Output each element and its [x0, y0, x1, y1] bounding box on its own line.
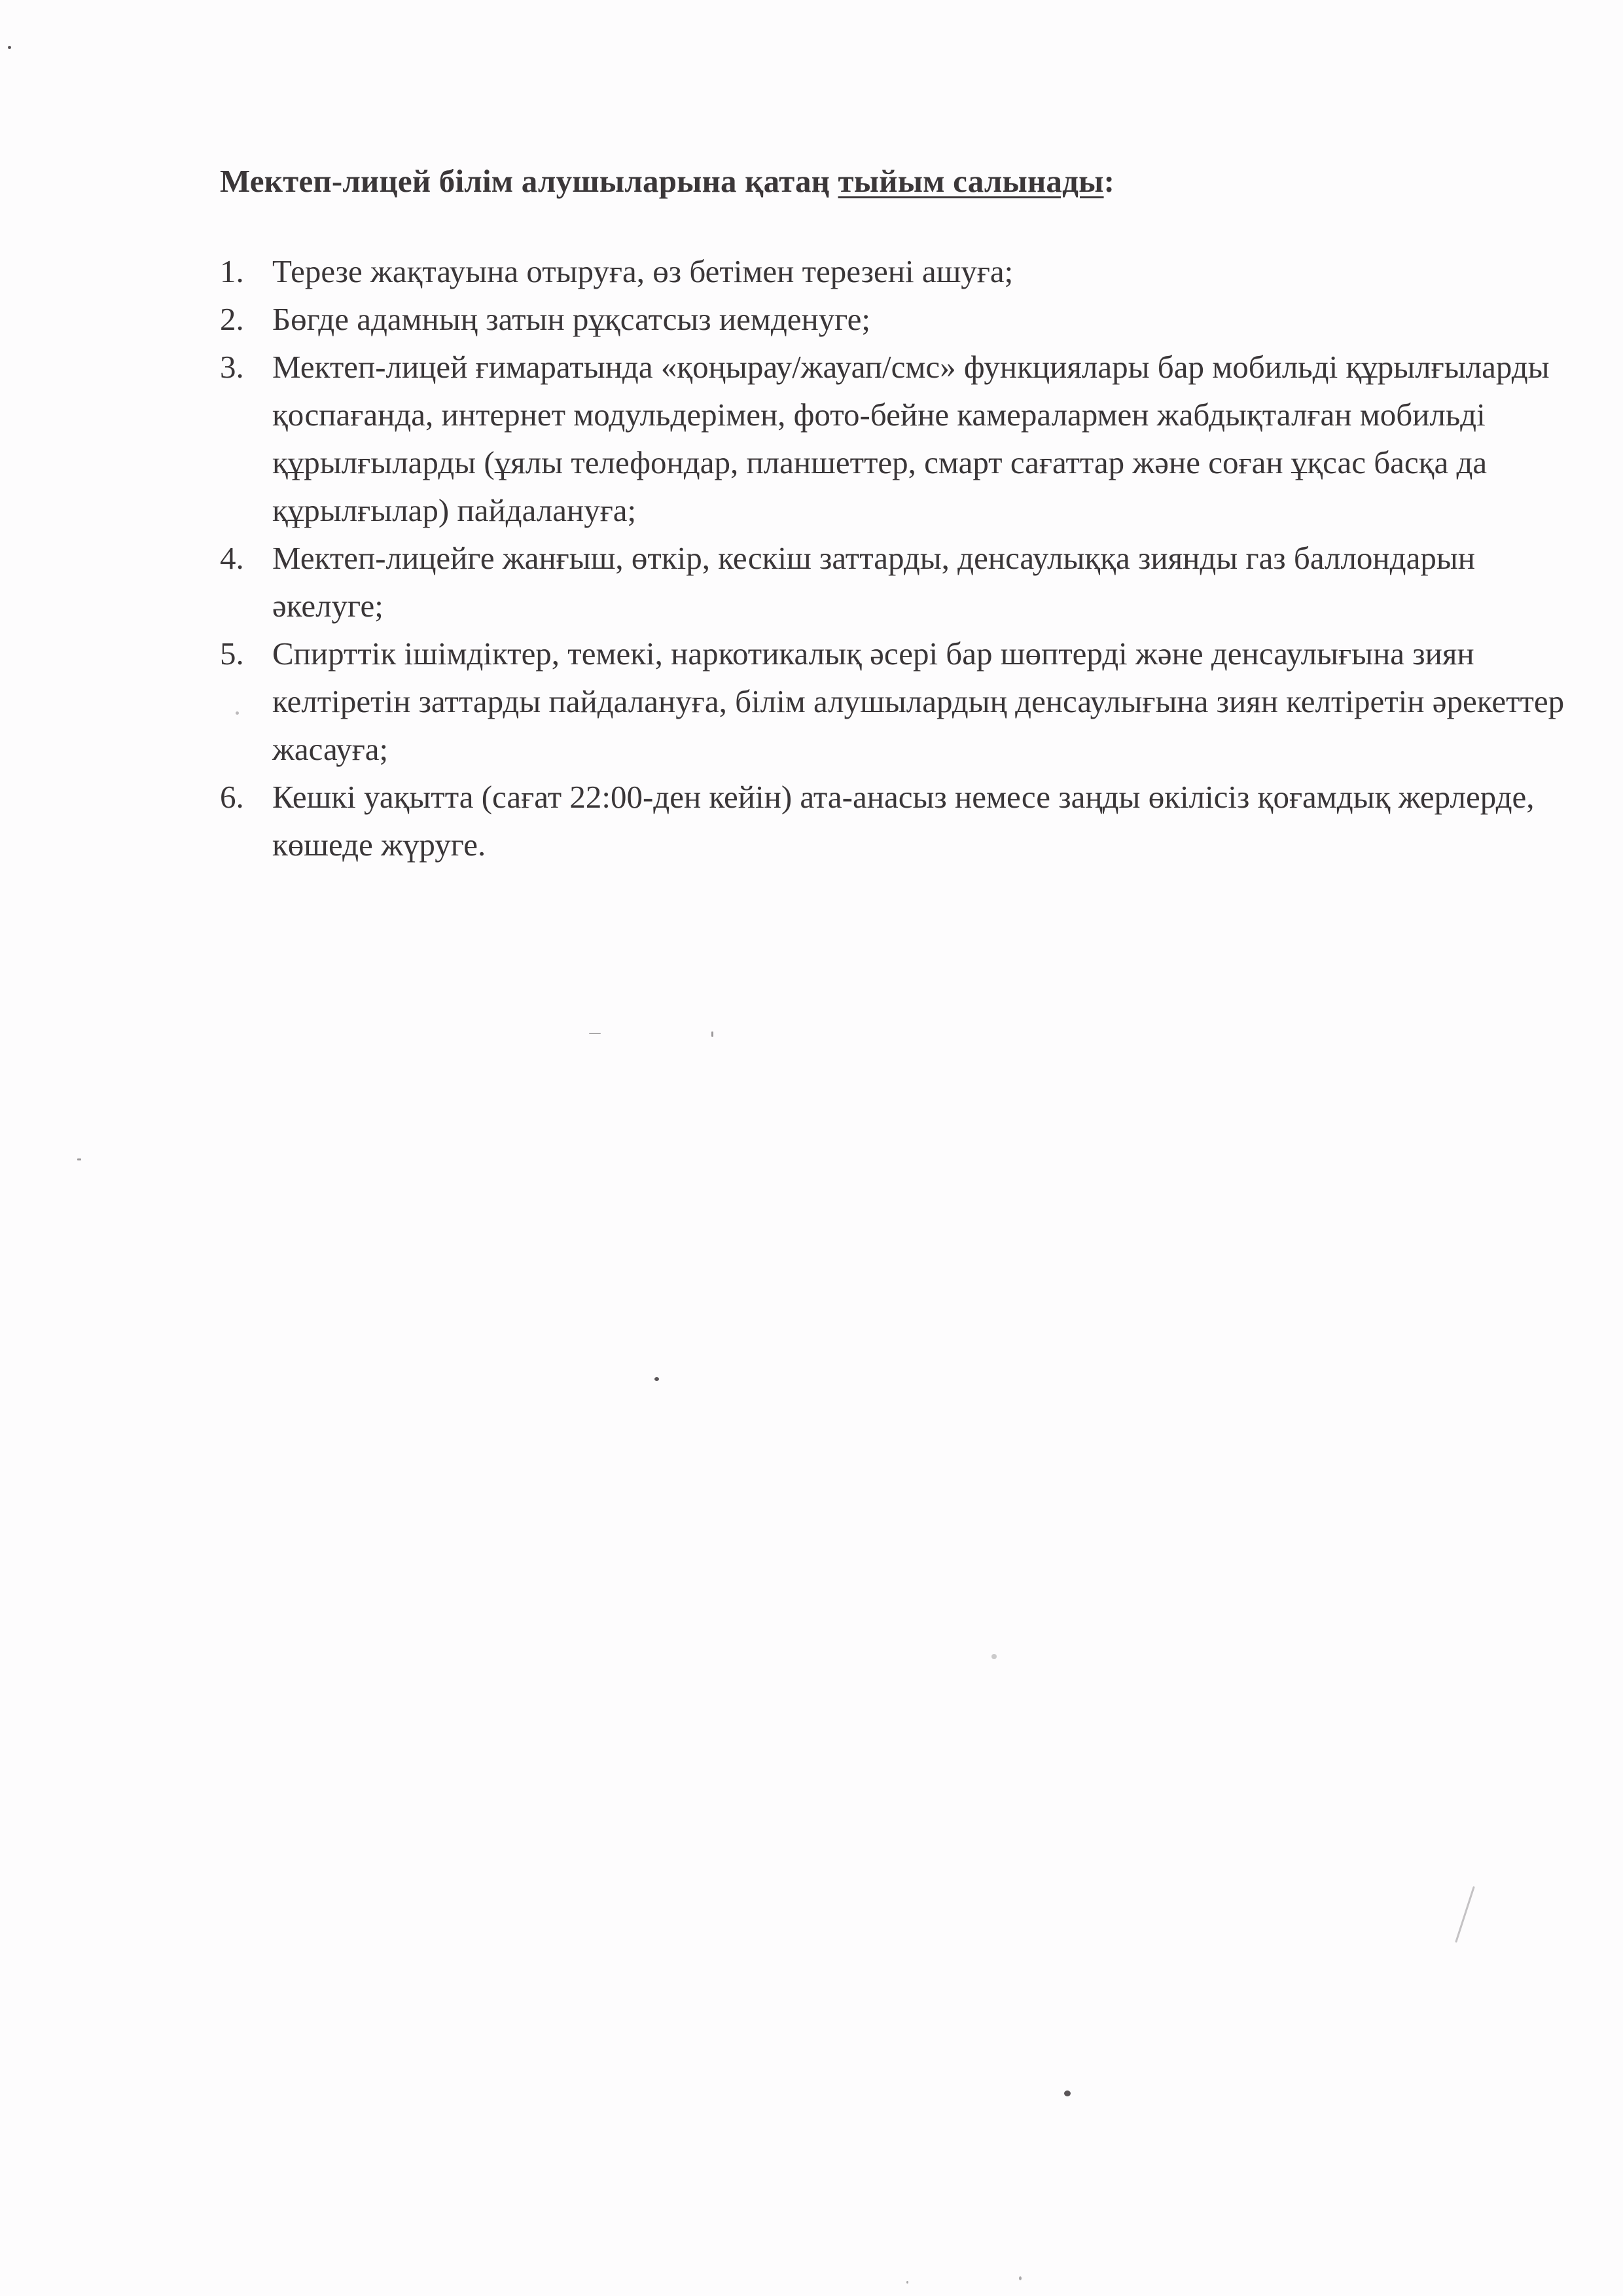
heading-colon: : — [1103, 163, 1115, 199]
rule-item — [220, 247, 1581, 295]
scan-speck — [77, 1158, 81, 1160]
rule-number: 4. — [220, 540, 244, 576]
rule-text: Мектеп-лицейге жанғыш, өткір, кескіш заттарды, денсаулыққа зиянды газ баллондарын әкелуге; — [272, 540, 1475, 624]
scan-speck — [1019, 2276, 1022, 2280]
document-heading — [220, 162, 1115, 200]
rule-number: 1. — [220, 253, 244, 289]
scan-speck — [236, 711, 239, 715]
scan-speck — [991, 1654, 997, 1659]
rule-text: Кешкі уақытта (сағат 22:00-ден кейін) ата-анасыз немесе заңды өкілісіз қоғамдық жерлерде, көшеде жүруге. — [272, 779, 1535, 863]
heading-underlined-text: тыйым салынады — [838, 163, 1104, 199]
rule-text: Бөгде адамның затын рұқсатсыз иемденуге; — [272, 301, 871, 337]
scan-speck — [654, 1377, 659, 1381]
heading-text: Мектеп-лицей білім алушыларына қатаң — [220, 163, 838, 199]
rule-number: 3. — [220, 349, 244, 385]
scan-speck — [1455, 1886, 1475, 1943]
scan-speck — [906, 2281, 908, 2284]
rules-list — [220, 247, 1581, 869]
scan-speck — [711, 1031, 713, 1037]
scan-speck — [589, 1033, 601, 1034]
scan-speck — [8, 46, 11, 49]
rule-item — [220, 343, 1581, 534]
rule-text: Терезе жақтауына отыруға, өз бетімен терезені ашуға; — [272, 253, 1014, 289]
rule-item — [220, 295, 1581, 343]
rule-item — [220, 630, 1581, 773]
rule-number: 6. — [220, 779, 244, 815]
rule-item — [220, 534, 1581, 630]
rule-number: 2. — [220, 301, 244, 337]
rule-number: 5. — [220, 636, 244, 672]
rule-text: Мектеп-лицей ғимаратында «қоңырау/жауап/смс» функциялары бар мобильді құрылғыларды қоспағанда, интернет модульдерімен, фото-бейне камералармен жабдықталған мобильді құрылғыларды (ұялы телефондар, планшеттер, смарт сағаттар және соған ұқсас басқа да құрылғылар) пайдалануға; — [272, 349, 1550, 528]
rule-item — [220, 773, 1581, 869]
rule-text: Спирттік ішімдіктер, темекі, наркотикалық әсері бар шөптерді және денсаулығына зиян келтіретін заттарды пайдалануға, білім алушылардың денсаулығына зиян келтіретін әрекеттер жасауға; — [272, 636, 1565, 767]
scan-speck — [1064, 2090, 1071, 2096]
